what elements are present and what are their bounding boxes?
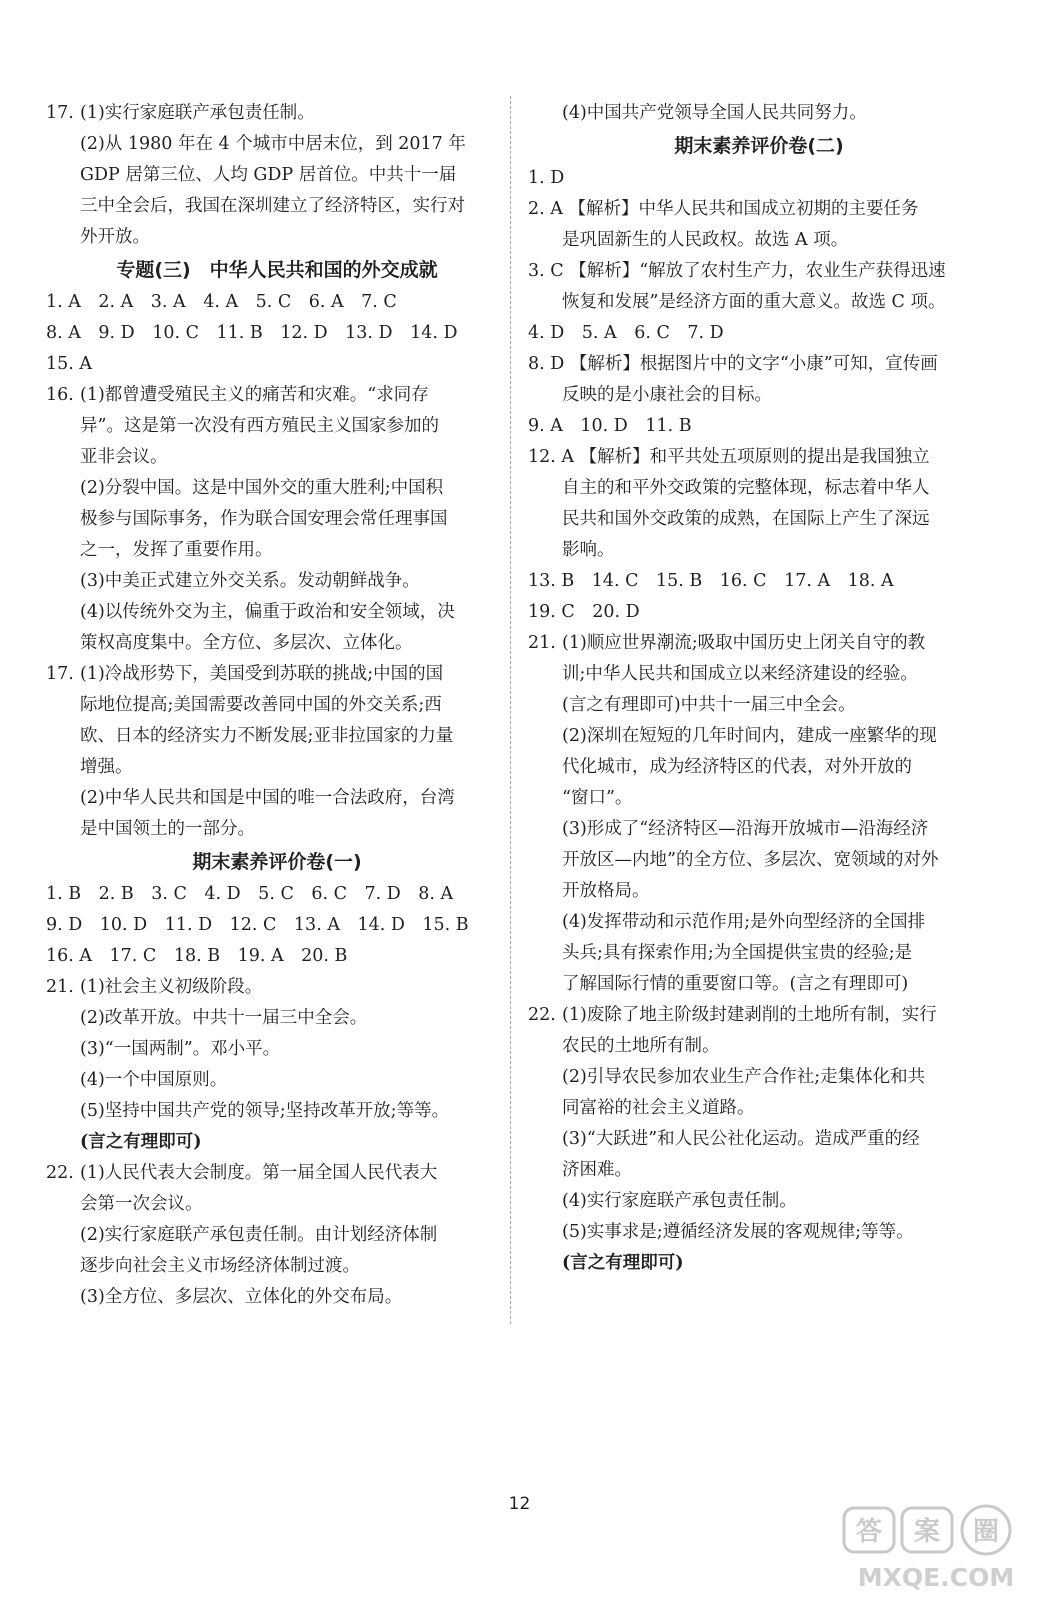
answer-text: (4)实行家庭联产承包责任制。 <box>562 1191 797 1211</box>
answer-text: 三中全会后，我国在深圳建立了经济特区，实行对 <box>80 196 465 216</box>
answer-line <box>528 380 990 411</box>
answer-text: (1)废除了地主阶级封建剥削的土地所有制，实行 <box>562 1005 937 1025</box>
answer-text: (言之有理即可)中共十一届三中全会。 <box>562 695 856 715</box>
answer-line <box>528 969 990 1000</box>
answer-text: GDP 居第三位、人均 GDP 居首位。中共十一届 <box>80 165 457 185</box>
answer-line <box>46 1220 508 1251</box>
answer-text: 代化城市，成为经济特区的代表，对外开放的 <box>562 757 912 777</box>
answer-line <box>528 287 990 318</box>
answer-line <box>528 535 990 566</box>
answer-text: 济困难。 <box>562 1160 632 1180</box>
answer-line <box>46 628 508 659</box>
answer-line <box>46 972 508 1003</box>
answer-text: (1)都曾遭受殖民主义的痛苦和灾难。“求同存 <box>80 385 429 405</box>
answer-line <box>46 597 508 628</box>
answer-text: 逐步向社会主义市场经济体制过渡。 <box>80 1256 360 1276</box>
answer-text: (2)实行家庭联产承包责任制。由计划经济体制 <box>80 1225 438 1245</box>
answer-text: “窗口”。 <box>562 788 633 808</box>
answer-text: 是中国领土的一部分。 <box>80 819 255 839</box>
answer-line <box>46 411 508 442</box>
answer-text: (5)坚持中国共产党的领导;坚持改革开放;等等。 <box>80 1101 450 1121</box>
answer-line <box>528 907 990 938</box>
answer-line <box>528 442 990 473</box>
answer-text: 异”。这是第一次没有西方殖民主义国家参加的 <box>80 416 439 436</box>
answer-text: 2. A 【解析】中华人民共和国成立初期的主要任务 <box>528 199 919 219</box>
answer-text: (2)改革开放。中共十一届三中全会。 <box>80 1008 368 1028</box>
answer-line <box>528 411 990 442</box>
answer-line <box>528 1248 990 1279</box>
answer-text: 自主的和平外交政策的完整体现，标志着中华人 <box>562 478 930 498</box>
answer-line <box>46 721 508 752</box>
answer-text: (3)“一国两制”。邓小平。 <box>80 1039 281 1059</box>
answer-line <box>46 473 508 504</box>
answer-text: (2)从 1980 年在 4 个城市中居末位，到 2017 年 <box>80 134 466 154</box>
answer-line <box>528 1062 990 1093</box>
answer-text: (言之有理即可) <box>562 1253 684 1273</box>
svg-text:圈: 圈 <box>972 1517 1000 1547</box>
answer-text: 开放格局。 <box>562 881 650 901</box>
answer-line <box>46 783 508 814</box>
section-title: 专题(三) 中华人民共和国的外交成就 <box>116 259 438 281</box>
answer-text: 15. A <box>46 354 93 374</box>
answer-text: (4)一个中国原则。 <box>80 1070 228 1090</box>
answer-line <box>46 98 508 129</box>
answer-line <box>528 256 990 287</box>
answer-text: 之一，发挥了重要作用。 <box>80 540 273 560</box>
answer-text: 会第一次会议。 <box>80 1194 203 1214</box>
answer-text: (4)以传统外交为主，偏重于政治和安全领域，决 <box>80 602 455 622</box>
section-title: 期末素养评价卷(一) <box>192 851 362 873</box>
answer-line <box>46 349 508 380</box>
answer-line <box>528 1031 990 1062</box>
answer-line <box>528 783 990 814</box>
answer-line <box>46 1189 508 1220</box>
answer-text: 1. D <box>528 168 565 188</box>
answer-line <box>528 566 990 597</box>
answer-text: 际地位提高;美国需要改善同中国的外交关系;西 <box>80 695 442 715</box>
answer-line <box>46 1034 508 1065</box>
right-column <box>528 98 990 1279</box>
answer-text: (1)顺应世界潮流;吸取中国历史上闭关自守的教 <box>562 633 926 653</box>
answer-line <box>46 659 508 690</box>
answer-text: (5)实事求是;遵循经济发展的客观规律;等等。 <box>562 1222 914 1242</box>
answer-text: (2)引导农民参加农业生产合作社;走集体化和共 <box>562 1067 926 1087</box>
answer-line <box>528 225 990 256</box>
answer-line <box>528 163 990 194</box>
answer-text: 策权高度集中。全方位、多层次、立体化。 <box>80 633 413 653</box>
answer-line <box>46 222 508 253</box>
answer-line <box>528 1124 990 1155</box>
question-number: 17. <box>46 103 74 123</box>
answer-text: (2)深圳在短短的几年时间内，建成一座繁华的现 <box>562 726 937 746</box>
answer-line <box>528 1217 990 1248</box>
answer-text: (3)全方位、多层次、立体化的外交布局。 <box>80 1287 403 1307</box>
answer-text: 4. D 5. A 6. C 7. D <box>528 323 724 343</box>
answer-text: 8. A 9. D 10. C 11. B 12. D 13. D 14. D <box>46 323 458 343</box>
left-column <box>46 98 508 1313</box>
answer-line <box>46 941 508 972</box>
answer-text: (1)社会主义初级阶段。 <box>80 977 263 997</box>
answer-line <box>46 879 508 910</box>
answer-line <box>528 814 990 845</box>
answer-line <box>46 752 508 783</box>
answer-line <box>46 1065 508 1096</box>
answer-text: 了解国际行情的重要窗口等。(言之有理即可) <box>562 974 909 994</box>
answer-line <box>46 814 508 845</box>
svg-text:案: 案 <box>913 1517 941 1547</box>
answer-line <box>46 442 508 473</box>
answer-line <box>528 597 990 628</box>
answer-line <box>528 876 990 907</box>
answer-text: 恢复和发展”是经济方面的重大意义。故选 C 项。 <box>562 292 946 312</box>
answer-text: (4)发挥带动和示范作用;是外向型经济的全国排 <box>562 912 926 932</box>
answer-text: (1)实行家庭联产承包责任制。 <box>80 103 315 123</box>
answer-line <box>528 659 990 690</box>
answer-text: 影响。 <box>562 540 615 560</box>
answer-text: 农民的土地所有制。 <box>562 1036 720 1056</box>
answer-line <box>528 1093 990 1124</box>
answer-line <box>528 1155 990 1186</box>
answer-line <box>46 129 508 160</box>
answer-line <box>46 910 508 941</box>
answer-text: (2)分裂中国。这是中国外交的重大胜利;中国积 <box>80 478 444 498</box>
answer-line <box>528 721 990 752</box>
answer-text: (3)形成了“经济特区—沿海开放城市—沿海经济 <box>562 819 929 839</box>
answer-text: 1. B 2. B 3. C 4. D 5. C 6. C 7. D 8. A <box>46 884 454 904</box>
answer-text: (言之有理即可) <box>80 1132 202 1152</box>
answer-line <box>528 318 990 349</box>
answer-line <box>528 1186 990 1217</box>
answer-line <box>528 752 990 783</box>
answer-text: (2)中华人民共和国是中国的唯一合法政府，台湾 <box>80 788 455 808</box>
answer-line <box>46 1282 508 1313</box>
answer-text: 是巩固新生的人民政权。故选 A 项。 <box>562 230 849 250</box>
answer-text: (1)冷战形势下，美国受到苏联的挑战;中国的国 <box>80 664 444 684</box>
answer-line <box>46 287 508 318</box>
answer-line <box>528 194 990 225</box>
column-divider <box>510 96 511 1324</box>
watermark-site: MXQE.COM <box>857 1563 1015 1592</box>
answer-line <box>46 1251 508 1282</box>
answer-line <box>528 845 990 876</box>
question-number: 21. <box>528 633 556 653</box>
question-number: 17. <box>46 664 74 684</box>
answer-line <box>528 938 990 969</box>
answer-text: 极参与国际事务，作为联合国安理会常任理事国 <box>80 509 448 529</box>
question-number: 22. <box>528 1005 556 1025</box>
answer-line <box>46 535 508 566</box>
answer-line <box>46 380 508 411</box>
answer-text: 开放区—内地”的全方位、多层次、宽领域的对外 <box>562 850 939 870</box>
answer-text: 16. A 17. C 18. B 19. A 20. B <box>46 946 348 966</box>
answer-text: 民共和国外交政策的成熟，在国际上产生了深远 <box>562 509 930 529</box>
answer-line <box>46 1003 508 1034</box>
answer-line <box>46 1096 508 1127</box>
answer-line <box>528 504 990 535</box>
answer-line <box>528 98 990 129</box>
answer-text: (3)“大跃进”和人民公社化运动。造成严重的经 <box>562 1129 920 1149</box>
answer-text: 反映的是小康社会的目标。 <box>562 385 772 405</box>
answer-line <box>46 160 508 191</box>
answer-line <box>528 690 990 721</box>
question-number: 16. <box>46 385 74 405</box>
answer-line <box>46 318 508 349</box>
answer-text: 9. D 10. D 11. D 12. C 13. A 14. D 15. B <box>46 915 469 935</box>
answer-text: 亚非会议。 <box>80 447 168 467</box>
answer-text: 同富裕的社会主义道路。 <box>562 1098 755 1118</box>
section-title: 期末素养评价卷(二) <box>674 135 844 157</box>
answer-text: 12. A 【解析】和平共处五项原则的提出是我国独立 <box>528 447 930 467</box>
answer-text: 外开放。 <box>80 227 150 247</box>
answer-line <box>528 473 990 504</box>
answer-line <box>528 1000 990 1031</box>
question-number: 21. <box>46 977 74 997</box>
answer-text: 9. A 10. D 11. B <box>528 416 692 436</box>
answer-text: 训;中华人民共和国成立以来经济建设的经验。 <box>562 664 918 684</box>
answer-line <box>46 690 508 721</box>
question-number: 22. <box>46 1163 74 1183</box>
answer-line <box>528 349 990 380</box>
answer-line <box>46 191 508 222</box>
watermark-logo-icon <box>838 1502 1026 1594</box>
answer-text: (3)中美正式建立外交关系。发动朝鲜战争。 <box>80 571 420 591</box>
answer-line <box>46 1158 508 1189</box>
answer-text: 13. B 14. C 15. B 16. C 17. A 18. A <box>528 571 894 591</box>
answer-line <box>528 628 990 659</box>
answer-line <box>46 504 508 535</box>
answer-text: 8. D 【解析】根据图片中的文字“小康”可知，宣传画 <box>528 354 938 374</box>
svg-text:答: 答 <box>855 1517 883 1547</box>
answer-text: 1. A 2. A 3. A 4. A 5. C 6. A 7. C <box>46 292 397 312</box>
answer-text: 欧、日本的经济实力不断发展;亚非拉国家的力量 <box>80 726 454 746</box>
answer-text: 增强。 <box>80 757 133 777</box>
answer-text: (1)人民代表大会制度。第一届全国人民代表大 <box>80 1163 438 1183</box>
answer-line <box>46 1127 508 1158</box>
answer-text: (4)中国共产党领导全国人民共同努力。 <box>562 103 867 123</box>
answer-text: 19. C 20. D <box>528 602 640 622</box>
page-number: 12 <box>508 1494 531 1514</box>
answer-text: 3. C 【解析】“解放了农村生产力，农业生产获得迅速 <box>528 261 946 281</box>
answer-line <box>46 566 508 597</box>
answer-text: 头兵;具有探索作用;为全国提供宝贵的经验;是 <box>562 943 913 963</box>
